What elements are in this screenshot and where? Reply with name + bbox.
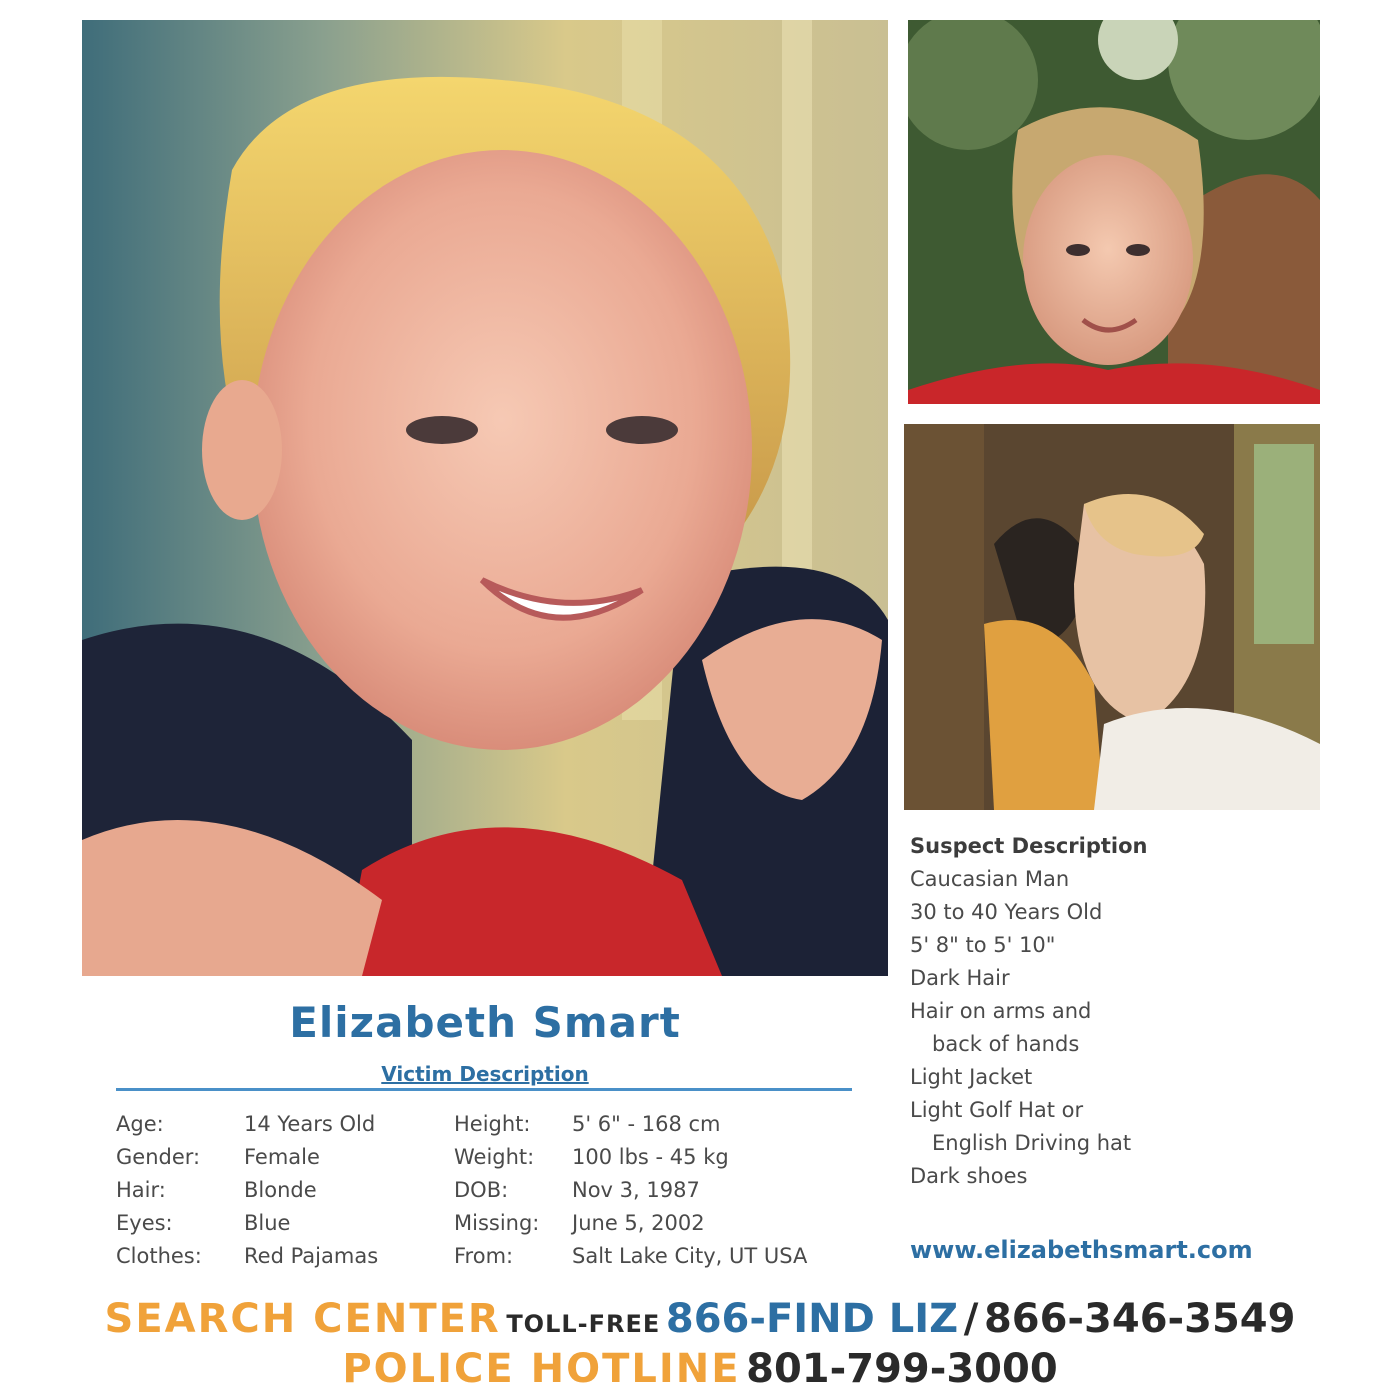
detail-value: 5' 6" - 168 cm bbox=[572, 1112, 721, 1136]
victim-photo-secondary bbox=[908, 20, 1320, 404]
detail-label: Height: bbox=[454, 1112, 531, 1136]
detail-row bbox=[116, 1207, 378, 1240]
website-link[interactable]: www.elizabethsmart.com bbox=[910, 1236, 1253, 1264]
suspect-line: Hair on arms and bbox=[910, 999, 1092, 1023]
suspect-description-heading: Suspect Description bbox=[910, 834, 1148, 858]
victim-details-right bbox=[454, 1108, 807, 1273]
detail-row bbox=[454, 1174, 807, 1207]
suspect-line: back of hands bbox=[932, 1032, 1080, 1056]
suspect-line: Caucasian Man bbox=[910, 867, 1070, 891]
detail-label: Age: bbox=[116, 1112, 164, 1136]
detail-label: Gender: bbox=[116, 1145, 201, 1169]
victim-photo-tertiary bbox=[904, 424, 1320, 810]
detail-value: Salt Lake City, UT USA bbox=[572, 1244, 808, 1268]
number-separator: / bbox=[963, 1296, 979, 1342]
detail-row bbox=[116, 1108, 378, 1141]
detail-value: Red Pajamas bbox=[244, 1244, 379, 1268]
detail-label: Clothes: bbox=[116, 1244, 202, 1268]
detail-row bbox=[116, 1174, 378, 1207]
suspect-line: English Driving hat bbox=[932, 1131, 1132, 1155]
search-center-number: 866-FIND LIZ bbox=[665, 1296, 959, 1342]
victim-details-left bbox=[116, 1108, 378, 1273]
toll-free-label: TOLL-FREE bbox=[506, 1310, 661, 1338]
detail-row bbox=[116, 1240, 378, 1273]
detail-value: Female bbox=[244, 1145, 320, 1169]
detail-row bbox=[454, 1207, 807, 1240]
suspect-line: Light Jacket bbox=[910, 1065, 1033, 1089]
victim-name: Elizabeth Smart bbox=[289, 998, 681, 1047]
detail-label: Hair: bbox=[116, 1178, 166, 1202]
victim-photo-main bbox=[82, 20, 888, 976]
victim-description-heading: Victim Description bbox=[381, 1062, 589, 1086]
divider bbox=[116, 1088, 852, 1091]
detail-value: Blue bbox=[244, 1211, 291, 1235]
detail-row bbox=[116, 1141, 378, 1174]
police-hotline-label: POLICE HOTLINE bbox=[342, 1346, 741, 1392]
detail-label: Missing: bbox=[454, 1211, 540, 1235]
suspect-description bbox=[910, 830, 1330, 1193]
detail-value: 14 Years Old bbox=[244, 1112, 376, 1136]
detail-value: 100 lbs - 45 kg bbox=[572, 1145, 729, 1169]
detail-label: Eyes: bbox=[116, 1211, 173, 1235]
detail-value: June 5, 2002 bbox=[572, 1211, 705, 1235]
police-hotline-line bbox=[0, 1346, 1400, 1392]
detail-value: Nov 3, 1987 bbox=[572, 1178, 700, 1202]
detail-label: DOB: bbox=[454, 1178, 509, 1202]
detail-row bbox=[454, 1108, 807, 1141]
detail-row bbox=[454, 1141, 807, 1174]
search-center-line bbox=[0, 1296, 1400, 1342]
suspect-line: Light Golf Hat or bbox=[910, 1098, 1084, 1122]
suspect-line: 5' 8" to 5' 10" bbox=[910, 933, 1056, 957]
detail-label: Weight: bbox=[454, 1145, 535, 1169]
search-center-label: SEARCH CENTER bbox=[104, 1296, 501, 1342]
police-hotline-number: 801-799-3000 bbox=[746, 1346, 1058, 1392]
suspect-line: 30 to 40 Years Old bbox=[910, 900, 1103, 924]
suspect-line: Dark Hair bbox=[910, 966, 1010, 990]
detail-row bbox=[454, 1240, 807, 1273]
detail-label: From: bbox=[454, 1244, 514, 1268]
detail-value: Blonde bbox=[244, 1178, 317, 1202]
search-center-number-digits: 866-346-3549 bbox=[983, 1296, 1296, 1342]
suspect-line: Dark shoes bbox=[910, 1164, 1028, 1188]
